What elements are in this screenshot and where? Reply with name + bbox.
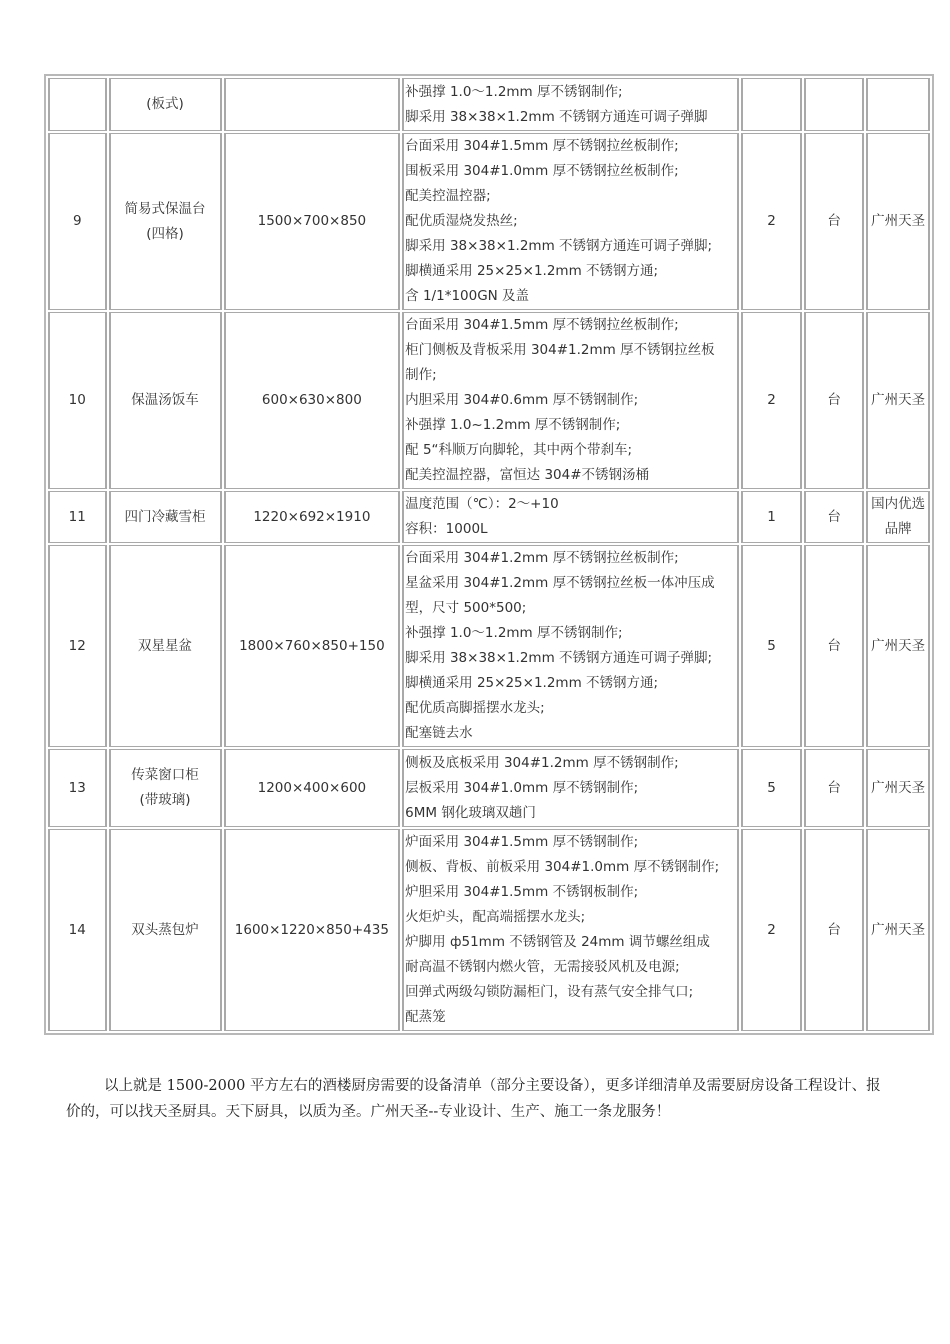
cell-brand [866, 545, 930, 747]
cell-unit: 台 [804, 829, 865, 1031]
name-line: (四格) [146, 225, 184, 242]
spec-line: 耐高温不锈钢内燃火管，无需接驳风机及电源; [405, 959, 680, 975]
equipment-table [46, 76, 932, 1033]
spec-line: 回弹式两级勾锁防漏柜门，设有蒸气安全排气口; [405, 984, 694, 1000]
cell-brand [866, 312, 930, 489]
cell-size: 1800×760×850+150 [224, 545, 401, 747]
spec-line: 脚采用 38×38×1.2mm 不锈钢方通连可调子弹脚 [405, 108, 708, 125]
spec-line: 补强撑 1.0~1.2mm 厚不锈钢制作; [405, 417, 621, 433]
cell-name [109, 829, 222, 1031]
cell-number: 10 [48, 312, 107, 489]
cell-brand [866, 133, 930, 310]
cell-brand [866, 829, 930, 1031]
equipment-table-frame [44, 74, 934, 1035]
cell-number: 12 [48, 545, 107, 747]
cell-name [109, 491, 222, 543]
cell-spec [402, 78, 739, 131]
cell-quantity: 2 [741, 133, 802, 310]
spec-line: 炉面采用 304#1.5mm 厚不锈钢制作; [405, 834, 639, 850]
cell-number [48, 78, 107, 131]
summary-paragraph: 以上就是 1500-2000 平方左右的酒楼厨房需要的设备清单（部分主要设备），更多详细清单及需要厨房设备工程设计、报价的，可以找天圣厨具。天下厨具，以质为圣。广州天圣--专业设计、生产、施工一条龙服务！ [66, 1077, 881, 1120]
spec-line: 脚采用 38×38×1.2mm 不锈钢方通连可调子弹脚; [405, 650, 713, 666]
spec-line: 脚横通采用 25×25×1.2mm 不锈钢方通; [405, 675, 659, 691]
brand-line: 广州天圣 [871, 637, 926, 654]
spec-line: 配蒸笼 [405, 1009, 446, 1025]
cell-quantity [741, 78, 802, 131]
cell-size: 1200×400×600 [224, 749, 401, 827]
cell-unit: 台 [804, 545, 865, 747]
cell-number: 14 [48, 829, 107, 1031]
spec-line: 围板采用 304#1.0mm 厚不锈钢拉丝板制作; [405, 163, 679, 179]
table-row [48, 749, 930, 827]
spec-line: 柜门侧板及背板采用 304#1.2mm 厚不锈钢拉丝板 [405, 342, 715, 358]
table-row [48, 829, 930, 1031]
name-line: 四门冷藏雪柜 [124, 508, 206, 525]
cell-spec [402, 829, 739, 1031]
spec-line: 台面采用 304#1.5mm 厚不锈钢拉丝板制作; [405, 138, 679, 154]
spec-line: 脚采用 38×38×1.2mm 不锈钢方通连可调子弹脚; [405, 238, 713, 254]
cell-spec [402, 133, 739, 310]
spec-line: 配塞链去水 [405, 725, 473, 741]
spec-line: 配美控温控器; [405, 188, 491, 204]
spec-line: 脚横通采用 25×25×1.2mm 不锈钢方通; [405, 263, 659, 279]
cell-unit [804, 78, 865, 131]
brand-line: 广州天圣 [871, 779, 926, 796]
table-row [48, 133, 930, 310]
cell-spec [402, 749, 739, 827]
brand-line: 广州天圣 [871, 392, 926, 408]
spec-line: 容积：1000L [405, 521, 488, 537]
table-row [48, 78, 930, 131]
cell-number: 9 [48, 133, 107, 310]
spec-line: 台面采用 304#1.5mm 厚不锈钢拉丝板制作; [405, 317, 679, 333]
table-row [48, 312, 930, 489]
cell-quantity: 5 [741, 749, 802, 827]
spec-line: 侧板及底板采用 304#1.2mm 厚不锈钢制作; [405, 754, 679, 771]
table-row [48, 491, 930, 543]
cell-size: 1220×692×1910 [224, 491, 401, 543]
spec-line: 温度范围（℃）：2～+10 [405, 496, 559, 512]
cell-spec [402, 312, 739, 489]
spec-line: 炉胆采用 304#1.5mm 不锈钢板制作; [405, 884, 639, 900]
spec-line: 星盆采用 304#1.2mm 厚不锈钢拉丝板一体冲压成 [405, 575, 715, 591]
spec-line: 侧板、背板、前板采用 304#1.0mm 厚不锈钢制作; [405, 859, 720, 875]
spec-line: 层板采用 304#1.0mm 厚不锈钢制作; [405, 779, 639, 796]
name-line: (板式) [146, 96, 184, 112]
cell-size [224, 78, 401, 131]
brand-line: 广州天圣 [871, 213, 926, 229]
cell-brand [866, 749, 930, 827]
spec-line: 配 5“科顺万向脚轮，其中两个带刹车; [405, 442, 633, 458]
name-line: 简易式保温台 [124, 200, 206, 217]
name-line: 传菜窗口柜 [131, 767, 199, 783]
table-row [48, 545, 930, 747]
cell-quantity: 1 [741, 491, 802, 543]
name-line: 双头蒸包炉 [131, 921, 199, 938]
brand-line: 广州天圣 [871, 921, 926, 938]
cell-size: 1600×1220×850+435 [224, 829, 401, 1031]
cell-number: 13 [48, 749, 107, 827]
name-line: 双星星盆 [138, 637, 193, 654]
spec-line: 型，尺寸 500*500; [405, 600, 527, 616]
spec-line: 配优质湿烧发热丝; [405, 213, 518, 229]
cell-name [109, 749, 222, 827]
cell-size: 600×630×800 [224, 312, 401, 489]
spec-line: 配美控温控器，富恒达 304#不锈钢汤桶 [405, 467, 650, 483]
cell-spec [402, 545, 739, 747]
spec-line: 补强撑 1.0～1.2mm 厚不锈钢制作; [405, 83, 623, 100]
spec-line: 配优质高脚摇摆水龙头; [405, 700, 545, 716]
brand-line: 品牌 [884, 521, 912, 537]
cell-name [109, 133, 222, 310]
spec-line: 炉脚用 ф51mm 不锈钢管及 24mm 调节螺丝组成 [405, 934, 710, 950]
cell-unit: 台 [804, 749, 865, 827]
spec-line: 台面采用 304#1.2mm 厚不锈钢拉丝板制作; [405, 550, 679, 566]
cell-quantity: 5 [741, 545, 802, 747]
spec-line: 补强撑 1.0～1.2mm 厚不锈钢制作; [405, 625, 623, 641]
cell-size: 1500×700×850 [224, 133, 401, 310]
name-line: (带玻璃) [139, 792, 191, 808]
spec-line: 制作; [405, 367, 437, 383]
cell-unit: 台 [804, 491, 865, 543]
cell-name [109, 312, 222, 489]
spec-line: 6MM 钢化玻璃双趟门 [405, 804, 536, 821]
spec-line: 火炬炉头，配高端摇摆水龙头; [405, 909, 586, 925]
cell-unit: 台 [804, 312, 865, 489]
cell-name [109, 545, 222, 747]
cell-quantity: 2 [741, 829, 802, 1031]
cell-quantity: 2 [741, 312, 802, 489]
cell-spec [402, 491, 739, 543]
spec-line: 含 1/1*100GN 及盖 [405, 288, 530, 304]
brand-line: 国内优选 [871, 496, 926, 512]
cell-name [109, 78, 222, 131]
cell-brand [866, 78, 930, 131]
cell-number: 11 [48, 491, 107, 543]
cell-brand [866, 491, 930, 543]
name-line: 保温汤饭车 [131, 392, 199, 408]
spec-line: 内胆采用 304#0.6mm 厚不锈钢制作; [405, 392, 639, 408]
cell-unit: 台 [804, 133, 865, 310]
